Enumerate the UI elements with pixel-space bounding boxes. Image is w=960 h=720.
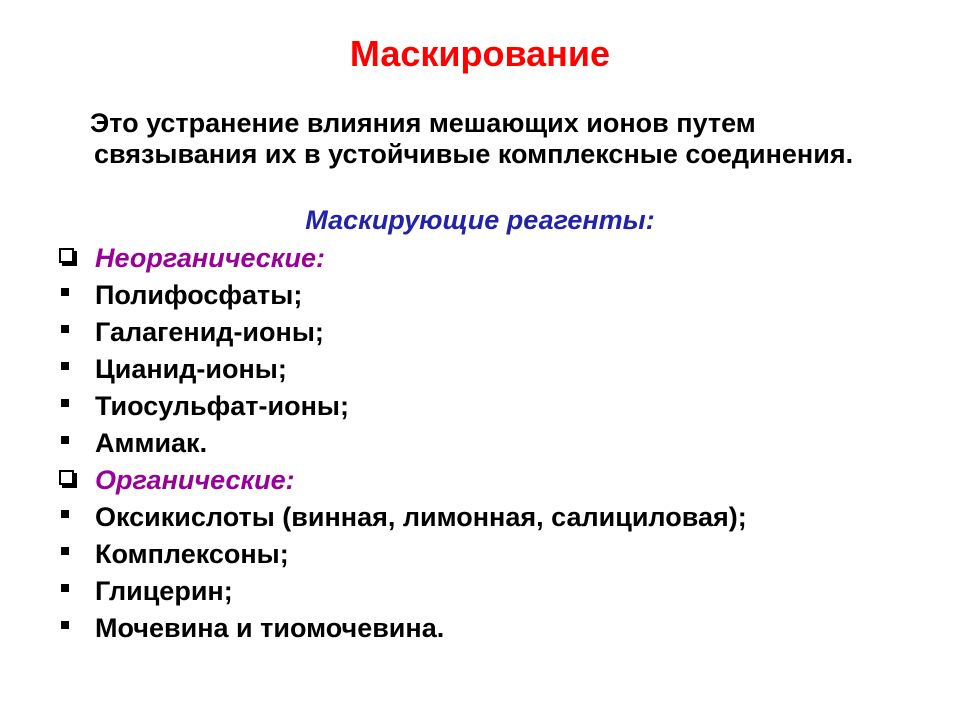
list-item-label: Полифосфаты;	[95, 279, 303, 310]
slide-title: Маскирование	[349, 33, 611, 74]
intro-text: Это устранение влияния мешающих ионов путем связывания их в устойчивые комплексные соединения.	[90, 108, 854, 169]
list-item-label: Оксикислоты (винная, лимонная, салициловая);	[95, 501, 747, 532]
category-inorganic	[57, 240, 325, 276]
list-item	[57, 277, 302, 313]
list-item	[57, 536, 289, 572]
square-bullet-icon	[61, 288, 69, 296]
list-item	[57, 573, 233, 609]
list-item-label: Комплексоны;	[95, 538, 289, 569]
reagents-subtitle: Маскирующие реагенты:	[305, 205, 655, 235]
list-item-label: Мочевина и тиомочевина.	[95, 612, 445, 643]
list-item-label: Аммиак.	[95, 427, 208, 458]
square-bullet-icon	[61, 547, 69, 555]
list-item-label: Глицерин;	[95, 575, 233, 606]
square-bullet-icon	[61, 325, 69, 333]
square-bullet-icon	[61, 510, 69, 518]
list-item	[57, 610, 444, 646]
list-item	[57, 425, 207, 461]
list-item-label: Тиосульфат-ионы;	[95, 390, 349, 421]
square-bullet-icon	[61, 436, 69, 444]
checkbox-icon	[59, 248, 74, 263]
list-item-label: Цианид-ионы;	[95, 353, 287, 384]
checkbox-icon	[59, 470, 74, 485]
square-bullet-icon	[61, 621, 69, 629]
category-label: Неорганические:	[95, 242, 325, 273]
list-item-label: Галагенид-ионы;	[95, 316, 324, 347]
category-organic	[57, 462, 295, 498]
category-label: Органические:	[95, 464, 295, 495]
square-bullet-icon	[61, 362, 69, 370]
square-bullet-icon	[61, 399, 69, 407]
list-item	[57, 351, 287, 387]
list-item	[57, 388, 349, 424]
list-item	[57, 314, 324, 350]
square-bullet-icon	[61, 584, 69, 592]
list-item	[57, 499, 747, 535]
